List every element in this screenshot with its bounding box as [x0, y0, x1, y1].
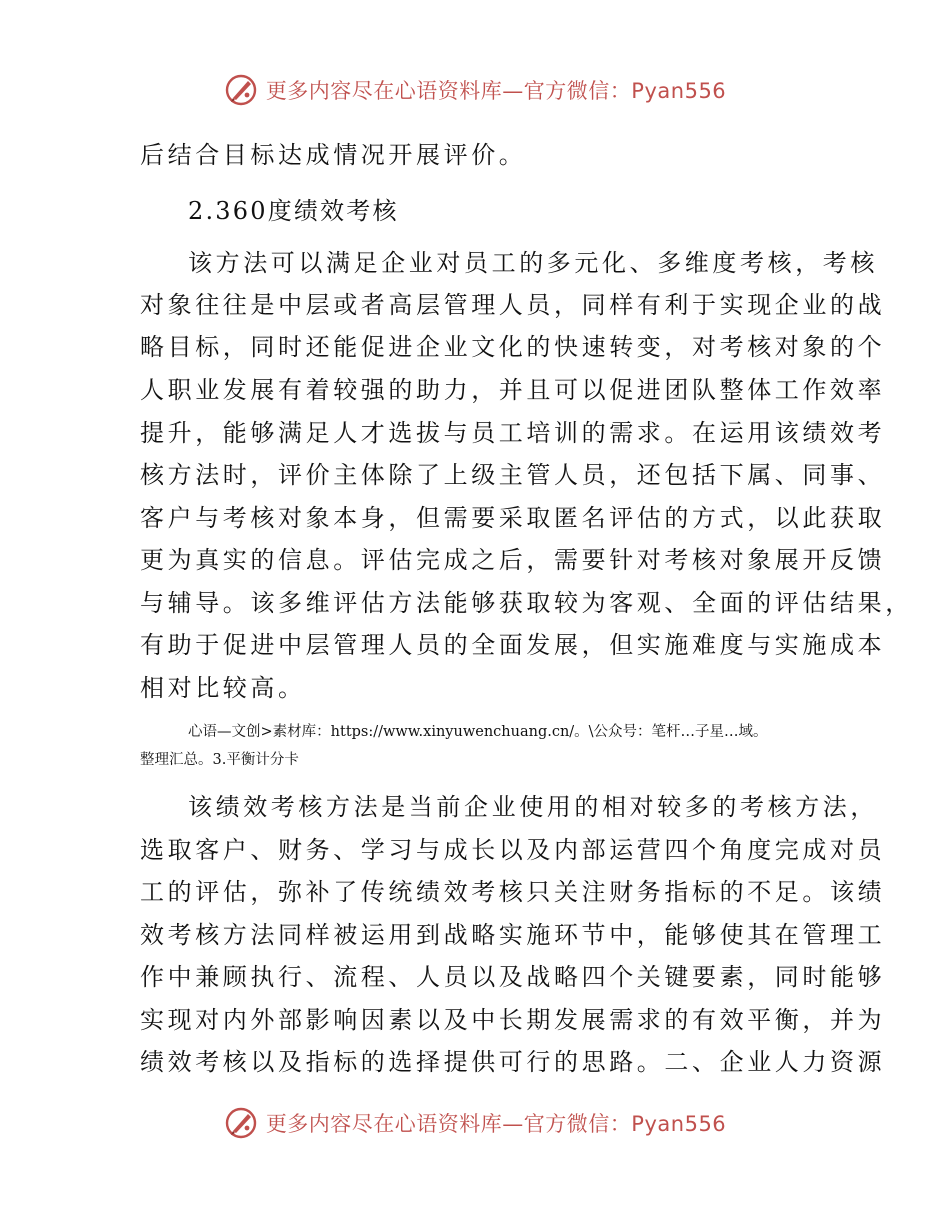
text-line: 实现对内外部影响因素以及中长期发展需求的有效平衡，并为	[140, 1006, 886, 1034]
source-note: 心语—文创>素材库：https://www.xinyuwenchuang.cn/。\公众号：笔杆…子星…域。	[188, 724, 768, 740]
text-line: 客户与考核对象本身，但需要采取匿名评估的方式，以此获取	[140, 504, 886, 532]
text-line: 对象往往是中层或者高层管理人员，同样有利于实现企业的战	[140, 291, 886, 319]
text-line: 该方法可以满足企业对员工的多元化、多维度考核，考核	[188, 249, 878, 277]
text-line: 作中兼顾执行、流程、人员以及战略四个关键要素，同时能够	[140, 963, 886, 991]
text-line: 有助于促进中层管理人员的全面发展，但实施难度与实施成本	[140, 631, 886, 659]
section-heading: 2.360度绩效考核	[188, 197, 399, 225]
text-line: 略目标，同时还能促进企业文化的快速转变，对考核对象的个	[140, 333, 886, 361]
text-line: 核方法时，评价主体除了上级主管人员，还包括下属、同事、	[140, 461, 886, 489]
banner-text: 更多内容尽在心语资料库—官方微信：Pyan556	[265, 79, 727, 103]
text-line: 相对比较高。	[140, 674, 306, 702]
text-line: 工的评估，弥补了传统绩效考核只关注财务指标的不足。该绩	[140, 878, 886, 906]
text-line: 选取客户、财务、学习与成长以及内部运营四个角度完成对员	[140, 836, 886, 864]
text-line: 该绩效考核方法是当前企业使用的相对较多的考核方法，	[188, 793, 878, 821]
header-banner	[0, 70, 950, 110]
source-note-continuation: 整理汇总。3.平衡计分卡	[140, 752, 299, 768]
quill-seal-logo-icon	[224, 73, 258, 107]
text-line: 更为真实的信息。评估完成之后，需要针对考核对象展开反馈	[140, 546, 886, 574]
text-line: 效考核方法同样被运用到战略实施环节中，能够使其在管理工	[140, 921, 886, 949]
text-line: 人职业发展有着较强的助力，并且可以促进团队整体工作效率	[140, 376, 886, 404]
banner-text: 更多内容尽在心语资料库—官方微信：Pyan556	[265, 1112, 727, 1136]
text-line: 提升，能够满足人才选拔与员工培训的需求。在运用该绩效考	[140, 419, 886, 447]
quill-seal-logo-icon	[224, 1106, 258, 1140]
text-line: 与辅导。该多维评估方法能够获取较为客观、全面的评估结果，	[140, 589, 913, 617]
text-line: 后结合目标达成情况开展评价。	[140, 141, 527, 169]
text-line: 绩效考核以及指标的选择提供可行的思路。二、企业人力资源	[140, 1048, 886, 1076]
footer-banner	[0, 1103, 950, 1143]
